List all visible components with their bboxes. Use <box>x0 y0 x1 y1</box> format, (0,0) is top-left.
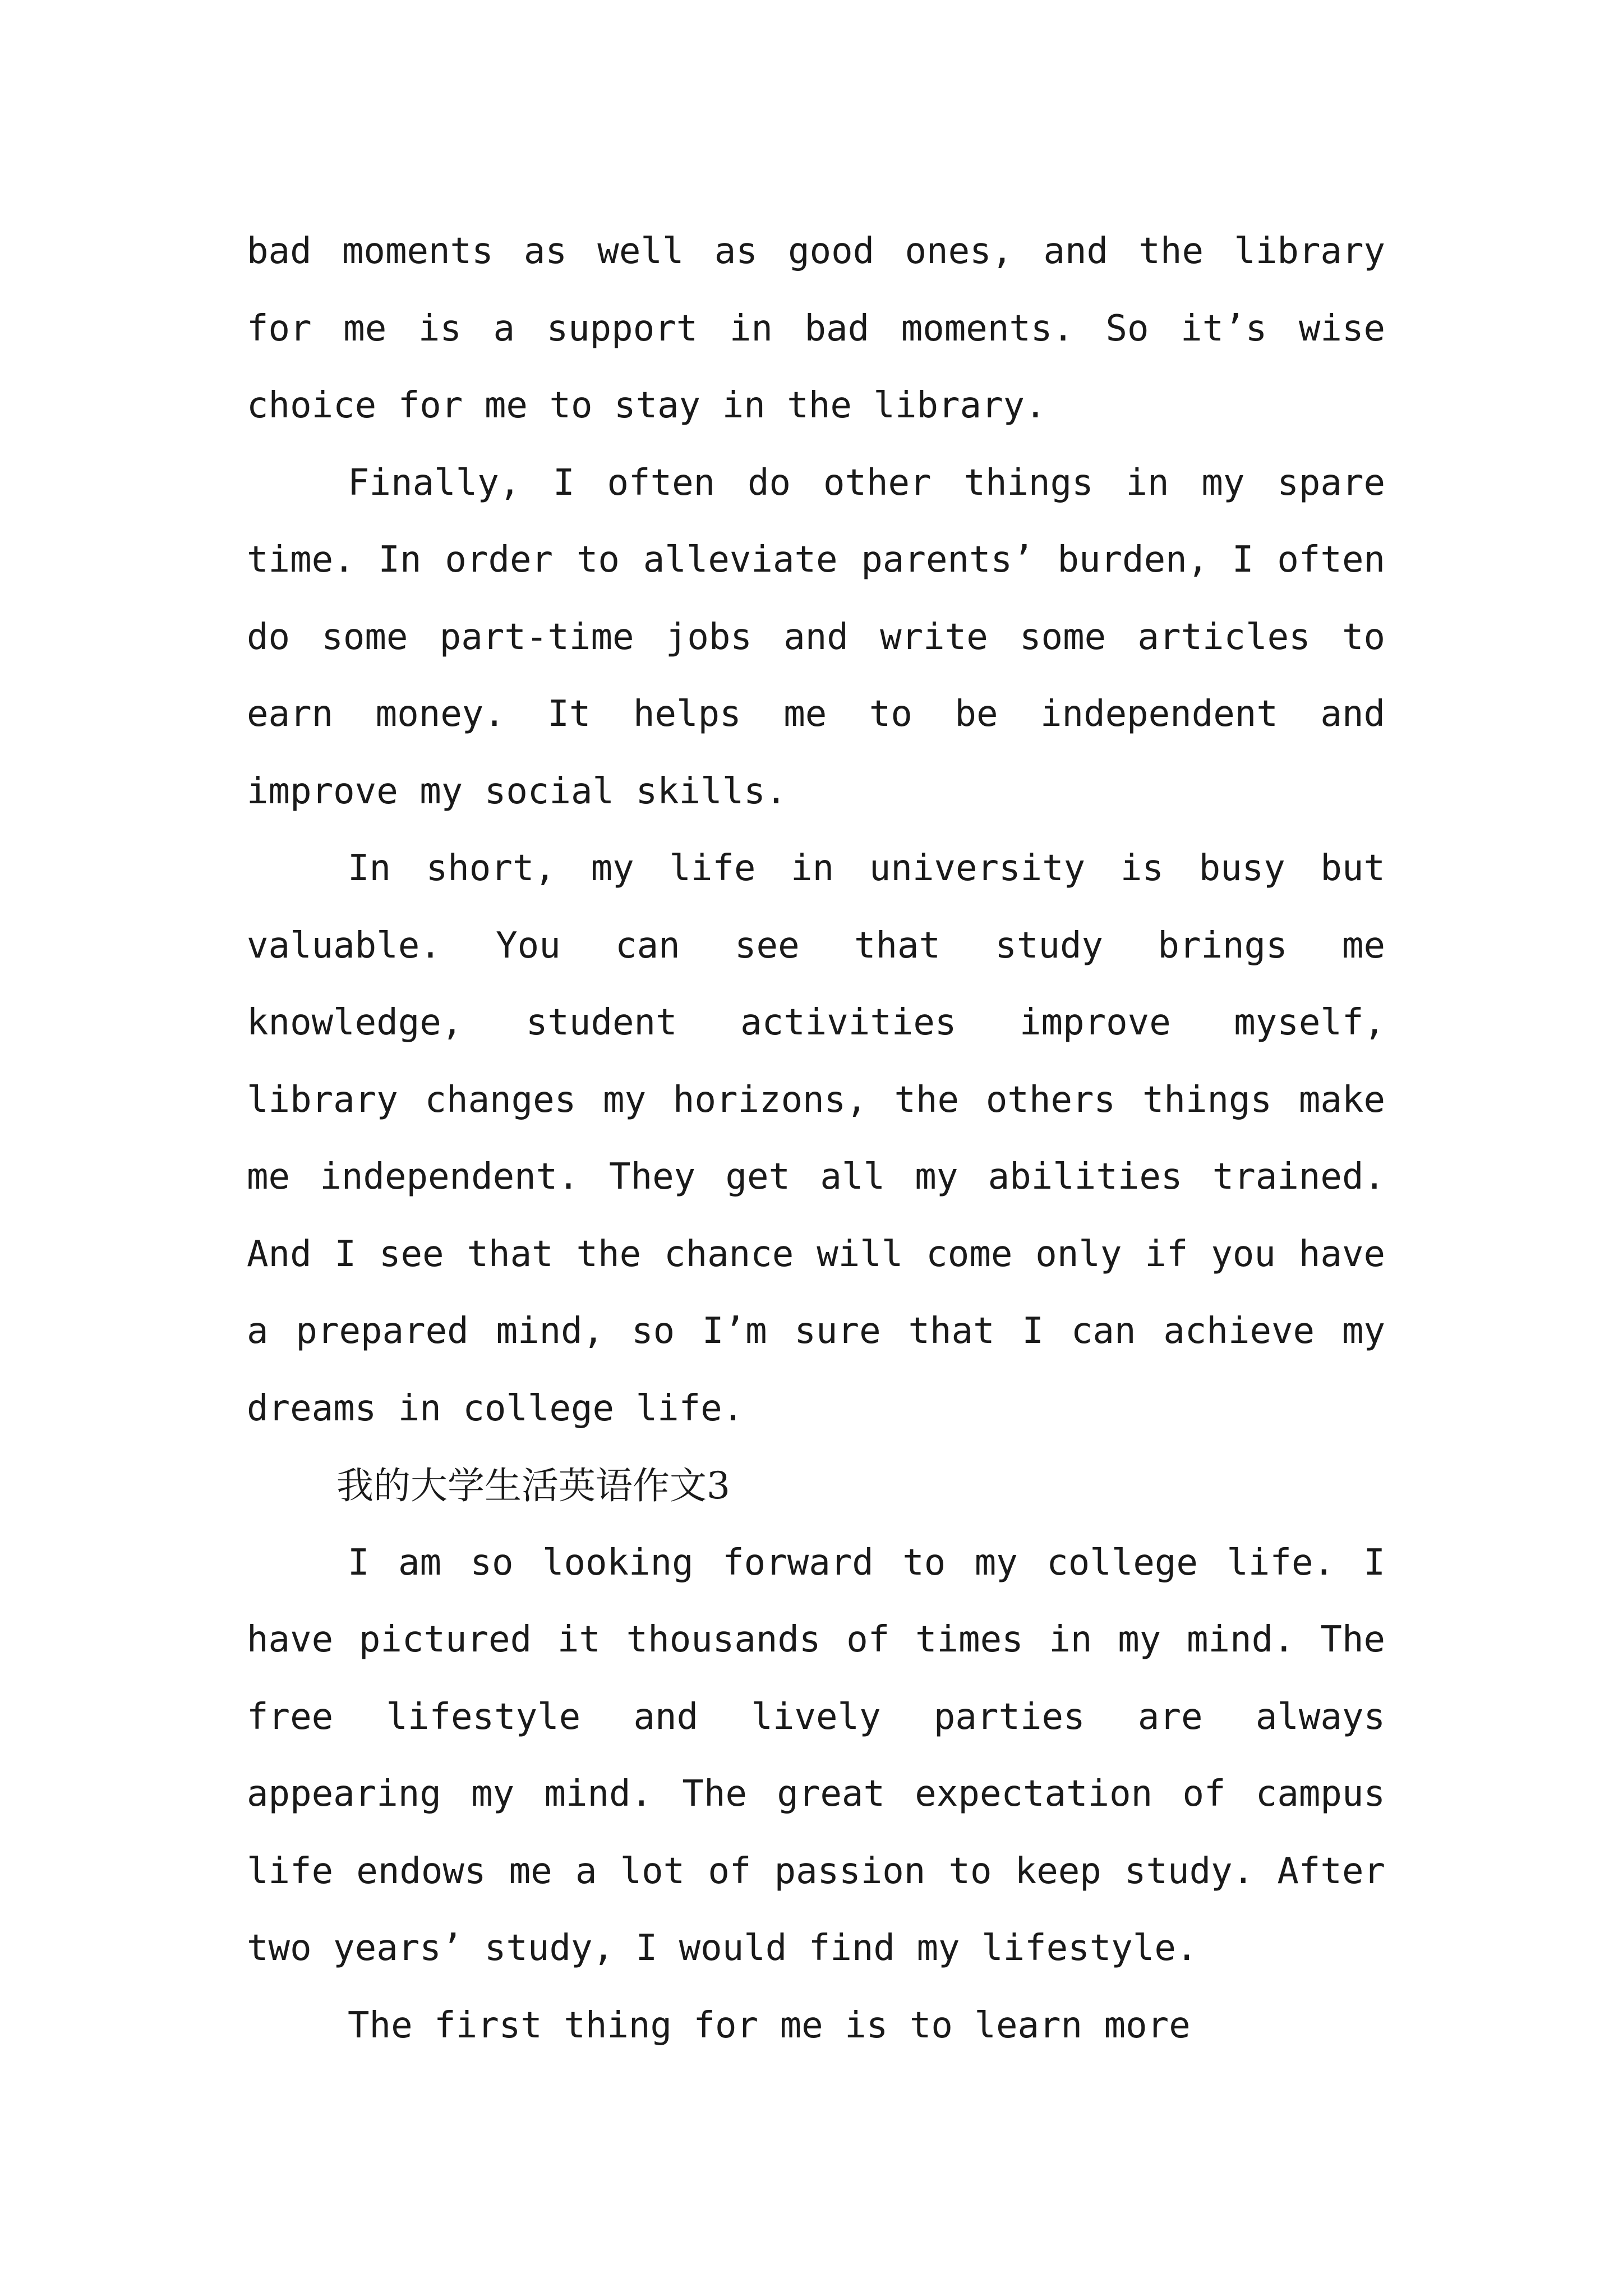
paragraph-looking-forward: I am so looking forward to my college life. I have pictured it thousands of times in my mind. The free lifestyle and lively parties are always appearing my mind. The great expectation of campus life endows me a lot of passion to keep study. After two years’ study, I would find my lifestyle. <box>247 1542 1385 1969</box>
paragraph-in-short: In short, my life in university is busy but valuable. You can see that study brings me knowledge, student activities improve myself, library changes my horizons, the others things make me independent. They get all my abilities trained. And I see that the chance will come only if you have a prepared mind, so I’m sure that I can achieve my dreams in college life. <box>247 848 1385 1429</box>
section-heading: 我的大学生活英语作文3 <box>336 1464 730 1507</box>
paragraph-first-thing: The first thing for me is to learn more <box>348 2004 1191 2046</box>
document-body <box>247 213 1385 2064</box>
paragraph-library-continuation: bad moments as well as good ones, and the library for me is a support in bad moments. So it’s wise choice for me to stay in the library. <box>247 231 1385 426</box>
paragraph-spare-time: Finally, I often do other things in my spare time. In order to alleviate parents’ burden, I often do some part-time jobs and write some articles to earn money. It helps me to be independent and improve my social skills. <box>247 462 1385 812</box>
